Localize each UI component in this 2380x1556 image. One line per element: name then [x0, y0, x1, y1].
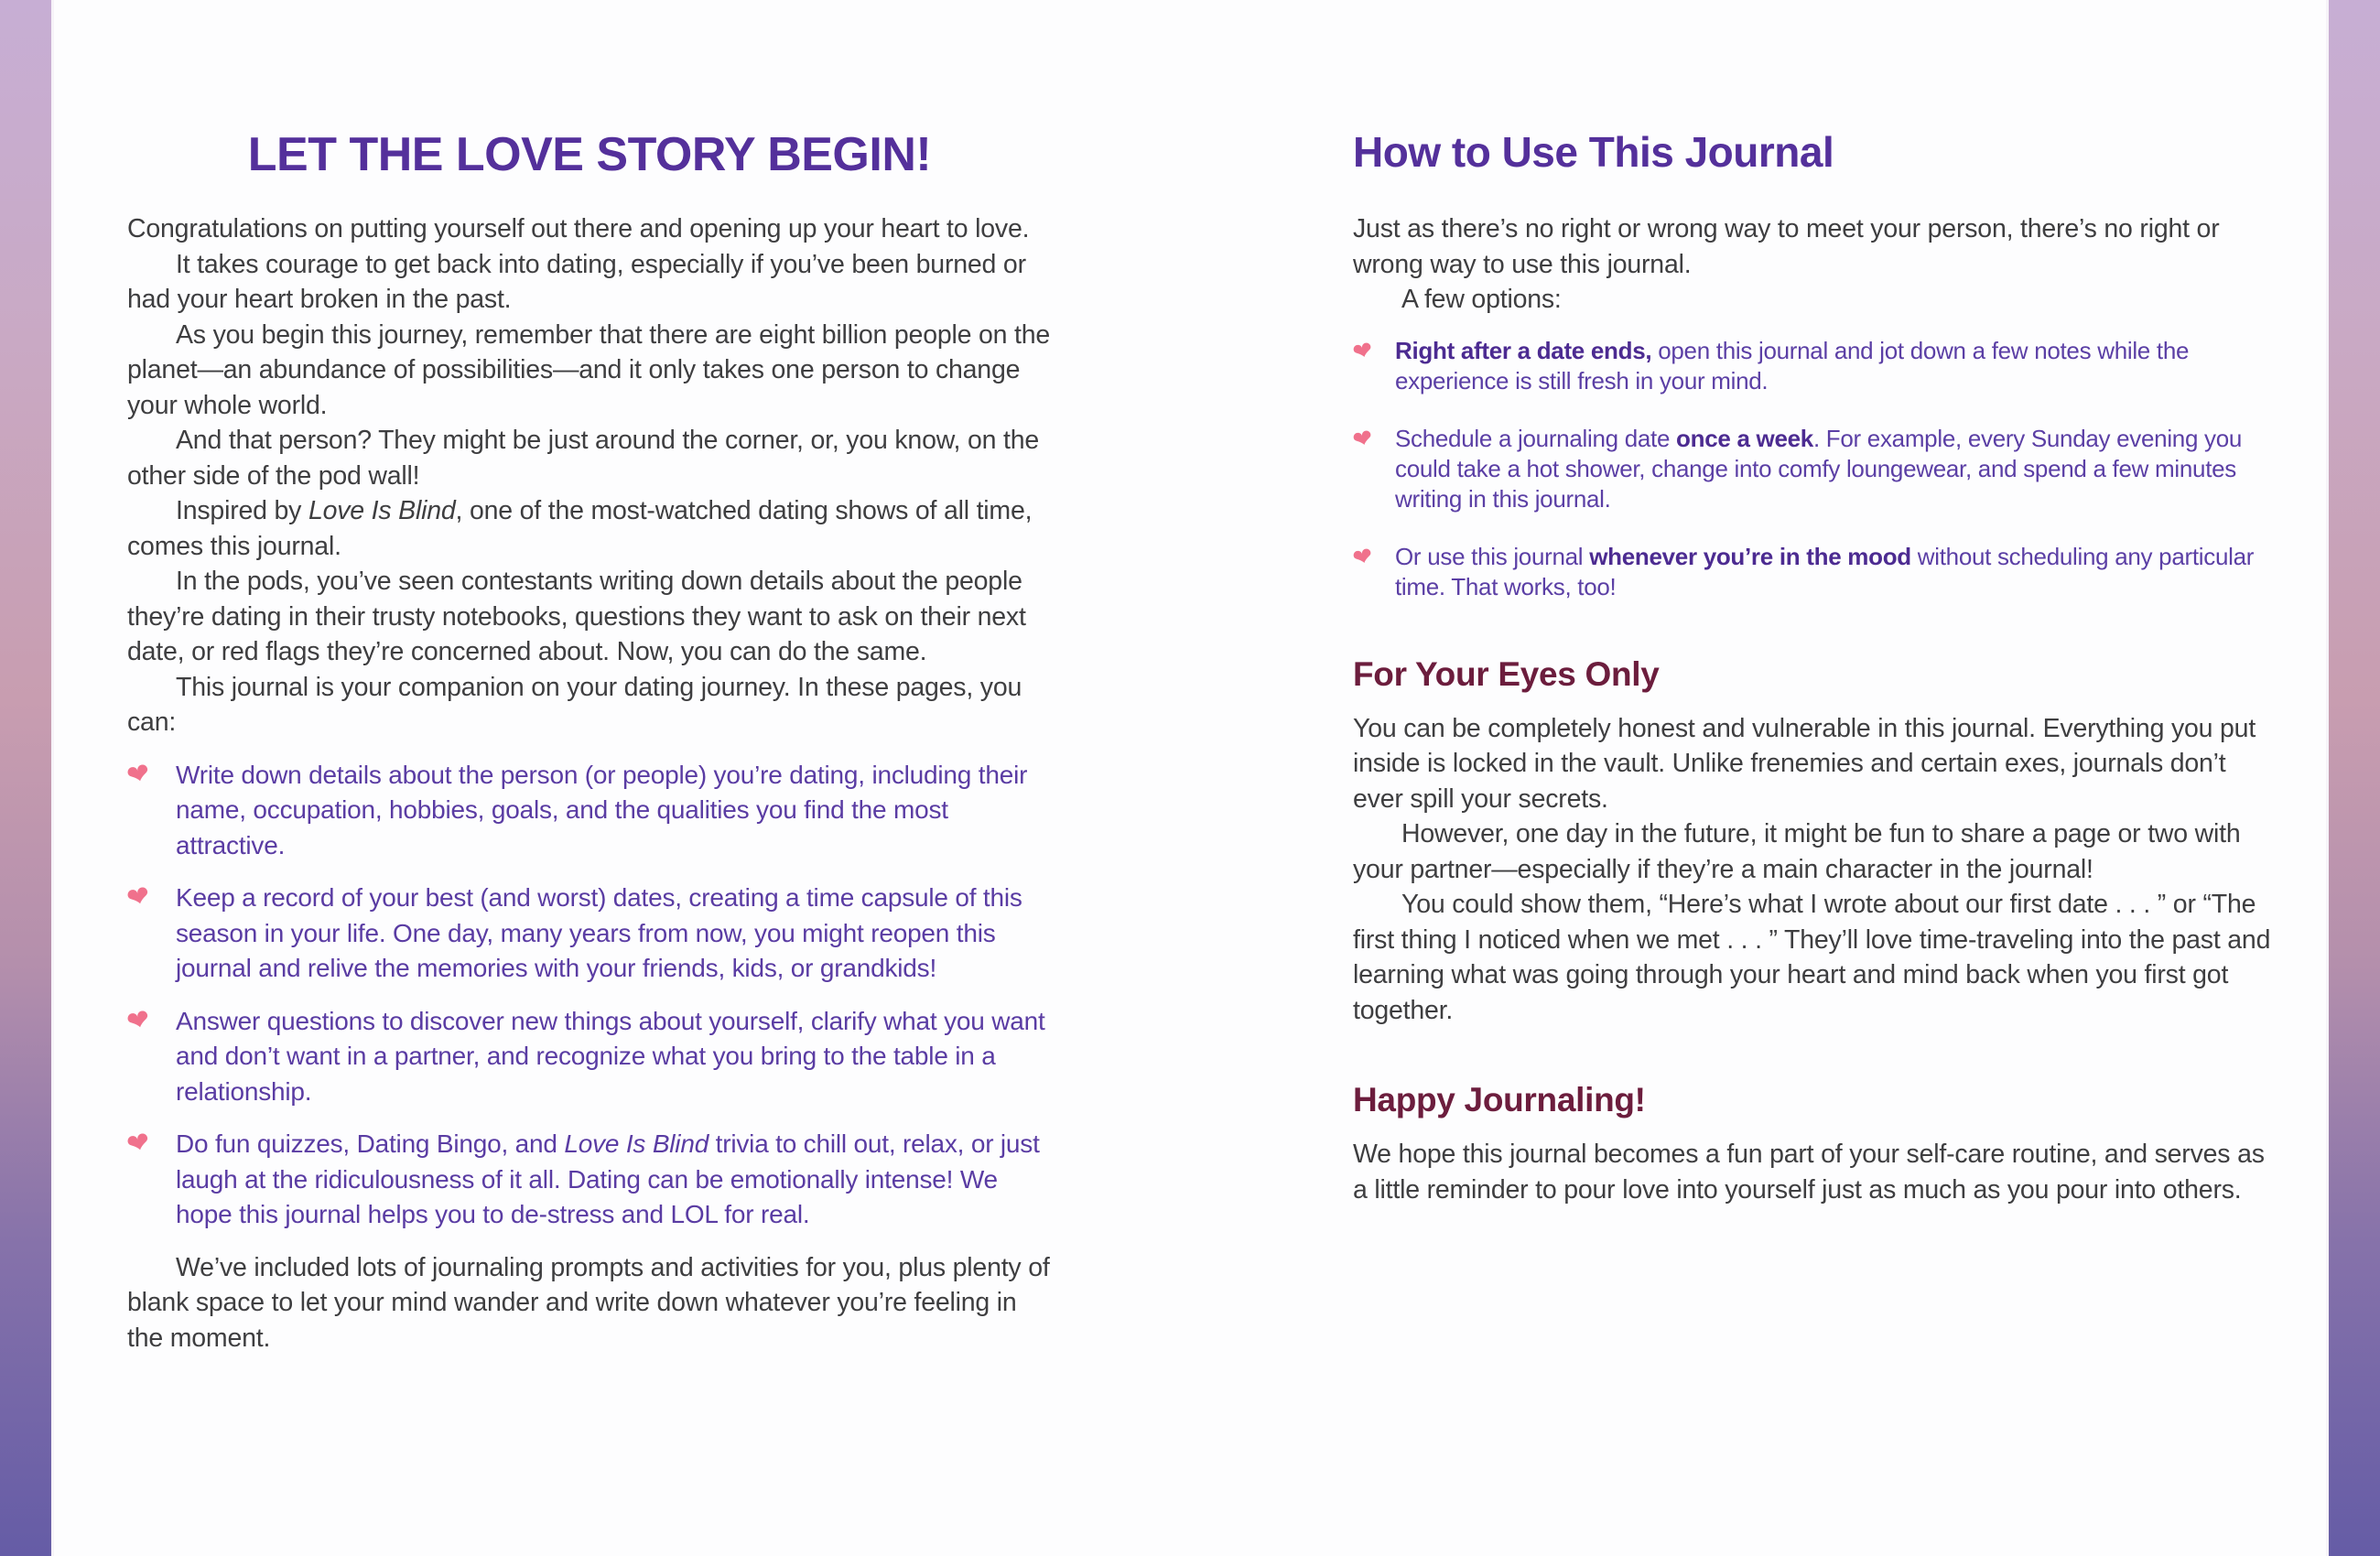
paragraph: This journal is your companion on your dating journey. In these pages, you can:: [127, 672, 1022, 737]
paragraph: As you begin this journey, remember that there are eight billion people on the planet—an abundance of possibilities—and it only takes one person to change your whole world.: [127, 319, 1051, 420]
right-page-title: How to Use This Journal: [1353, 128, 1834, 176]
paragraph: However, one day in the future, it might be fun to share a page or two with your partner—especially if they’re a main character in the journal!: [1353, 819, 2241, 884]
heart-icon: ❤: [1349, 422, 1377, 455]
paragraph: You could show them, “Here’s what I wrote about our first date . . . ” or “The first thing I noticed when we met . . . ” They’ll love time-traveling into the past and learning what was going through your heart and mind back when you first got together.: [1353, 890, 2271, 1025]
heart-icon: ❤: [124, 880, 154, 915]
bullet-text: Right after a date ends, open this journal and jot down a few notes while the experience is still fresh in your mind.: [1395, 336, 2190, 394]
left-page-title: LET THE LOVE STORY BEGIN!: [247, 128, 932, 181]
left-page: [124, 128, 1052, 1356]
bullet-text: Write down details about the person (or people) you’re dating, including their name, occupation, hobbies, goals, and the qualities you find the most attractive.: [176, 760, 1028, 859]
right-page: [1349, 128, 2273, 1207]
right-bullet-list: [1349, 334, 2273, 602]
bullet-item: [124, 1126, 1052, 1233]
paragraph: We hope this journal becomes a fun part of your self-care routine, and serves as a little reminder to pour love into yourself just as much as you pour into others.: [1353, 1140, 2265, 1205]
paragraph: In the pods, you’ve seen contestants writing down details about the people they’re dating in their trusty notebooks, questions they want to ask on their next date, or red flags they’re concerned about. Now, you can do the same.: [127, 567, 1026, 666]
paragraph: Inspired by Love Is Blind, one of the most-watched dating shows of all time, comes this journal.: [127, 496, 1033, 561]
bullet-item: [124, 880, 1052, 987]
bullet-item: [1349, 334, 2273, 396]
paragraph: Congratulations on putting yourself out there and opening up your heart to love.: [127, 214, 1030, 243]
paragraph: Just as there’s no right or wrong way to meet your person, there’s no right or wrong way to use this journal.: [1353, 214, 2220, 279]
right-edge-gradient: [2326, 0, 2380, 1556]
left-bullet-list: [124, 756, 1052, 1233]
section-heading-for-your-eyes-only: For Your Eyes Only: [1353, 654, 1660, 693]
heart-icon: ❤: [124, 1126, 154, 1162]
bullet-item: [1349, 422, 2273, 514]
paragraph: A few options:: [1401, 285, 1562, 314]
heart-icon: ❤: [124, 756, 154, 793]
heart-icon: ❤: [1349, 334, 1377, 367]
section-heading-happy-journaling: Happy Journaling!: [1353, 1081, 1646, 1118]
paragraph: And that person? They might be just around the corner, or, you know, on the other side of the pod wall!: [127, 426, 1040, 491]
bullet-item: [124, 1002, 1052, 1110]
heart-icon: ❤: [1349, 540, 1377, 573]
paragraph: It takes courage to get back into dating, especially if you’ve been burned or had your heart broken in the past.: [127, 249, 1026, 314]
bullet-text: Do fun quizzes, Dating Bingo, and Love Is Blind trivia to chill out, relax, or just laugh at the ridiculousness of it all. Dating can be emotionally intense! We hope this journal helps you to de-stress and LOL for real.: [176, 1129, 1040, 1228]
left-edge-gradient: [0, 0, 54, 1556]
bullet-text: Or use this journal whenever you’re in the mood without scheduling any particular time. That works, too!: [1395, 542, 2255, 600]
bullet-text: Keep a record of your best (and worst) dates, creating a time capsule of this season in your life. One day, many years from now, you might reopen this journal and relive the memories with your friends, kids, or grandkids!: [176, 883, 1022, 982]
bullet-text: Schedule a journaling date once a week. For example, every Sunday evening you could take a hot shower, change into comfy loungewear, and spend a few minutes writing in this journal.: [1395, 424, 2243, 513]
paragraph: You can be completely honest and vulnerable in this journal. Everything you put inside is locked in the vault. Unlike frenemies and certain exes, journals don’t ever spill your secrets.: [1353, 713, 2256, 814]
bullet-item: [124, 756, 1052, 864]
bullet-item: [1349, 540, 2273, 602]
bullet-text: Answer questions to discover new things about yourself, clarify what you want and don’t want in a partner, and recognize what you bring to the table in a relationship.: [176, 1006, 1045, 1106]
heart-icon: ❤: [124, 1002, 154, 1039]
paragraph: We’ve included lots of journaling prompts and activities for you, plus plenty of blank space to let your mind wander and write down whatever you’re feeling in the moment.: [127, 1252, 1050, 1353]
